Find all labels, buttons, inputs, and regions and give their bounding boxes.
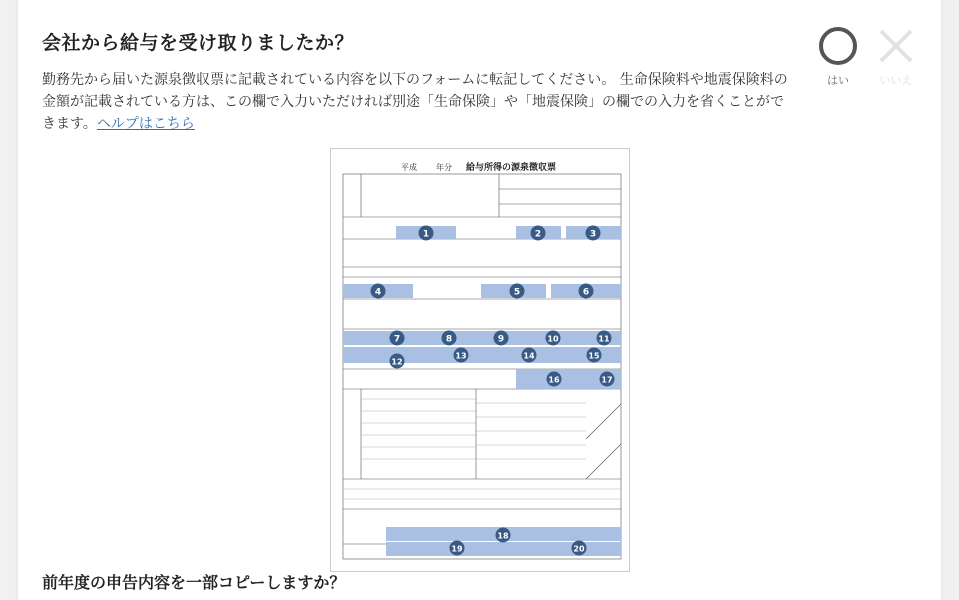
slip-marker	[600, 372, 615, 387]
slip-marker	[442, 331, 457, 346]
help-link[interactable]: ヘルプはこちら	[96, 116, 195, 132]
slip-marker-label: 6	[582, 287, 590, 298]
slip-marker	[419, 226, 434, 241]
slip-marker	[522, 348, 537, 363]
slip-marker	[586, 226, 601, 241]
slip-era: 平成	[401, 163, 417, 172]
slip-marker	[390, 331, 405, 346]
withholding-slip-image	[330, 148, 630, 572]
slip-marker-label: 19	[451, 544, 463, 554]
slip-marker-label: 10	[547, 334, 559, 344]
slip-marker	[587, 348, 602, 363]
slip-marker-label: 2	[534, 229, 542, 240]
slip-marker	[547, 372, 562, 387]
slip-marker-label: 16	[548, 375, 560, 385]
slip-marker	[546, 331, 561, 346]
slip-marker-label: 14	[523, 351, 535, 361]
slip-marker-label: 15	[588, 351, 600, 361]
slip-marker	[510, 284, 525, 299]
answer-yes-label: はい	[827, 74, 849, 87]
highlight-rows	[343, 226, 621, 556]
slip-markers	[371, 226, 615, 556]
slip-marker	[454, 348, 469, 363]
slip-marker-label: 3	[589, 229, 597, 240]
slip-marker	[579, 284, 594, 299]
slip-marker	[371, 284, 386, 299]
slip-marker-label: 5	[513, 287, 521, 298]
slip-marker-label: 7	[393, 334, 401, 345]
slip-marker-label: 18	[497, 531, 509, 541]
slip-marker-label: 8	[445, 334, 453, 345]
next-question-title: 前年度の申告内容を一部コピーしますか？	[42, 573, 346, 592]
slip-marker	[494, 331, 509, 346]
slip-marker	[572, 541, 587, 556]
slip-marker-label: 13	[455, 351, 467, 361]
slip-marker-label: 1	[422, 229, 430, 240]
slip-title: 給与所得の源泉徴収票	[466, 163, 557, 173]
question-description	[42, 69, 792, 135]
slip-marker-label: 4	[374, 287, 382, 298]
answer-yes-button[interactable]	[813, 24, 863, 88]
question-title: 会社から給与を受け取りましたか？	[42, 32, 355, 54]
slip-marker-label: 9	[497, 334, 505, 345]
circle-icon	[816, 24, 860, 68]
cross-icon	[874, 24, 918, 68]
slip-marker	[390, 354, 405, 369]
slip-marker	[496, 528, 511, 543]
question-card	[18, 0, 941, 600]
slip-marker-label: 20	[573, 544, 585, 554]
slip-marker-label: 17	[601, 375, 613, 385]
slip-marker	[450, 541, 465, 556]
slip-marker-label: 12	[391, 357, 403, 367]
description-text: 勤務先から届いた源泉徴収票に記載されている内容を以下のフォームに転記してください。 生命保険料や地震保険料の金額が記載されている方は、この欄で入力いただければ別途「生命保険」や「地震保険」の欄での入力を省くことができます。	[42, 72, 788, 132]
slip-year: 年分	[436, 163, 452, 172]
slip-marker	[531, 226, 546, 241]
slip-marker	[597, 331, 612, 346]
slip-marker-label: 11	[598, 334, 610, 344]
answer-no-label: いいえ	[879, 74, 913, 87]
answer-no-button[interactable]	[871, 24, 921, 88]
